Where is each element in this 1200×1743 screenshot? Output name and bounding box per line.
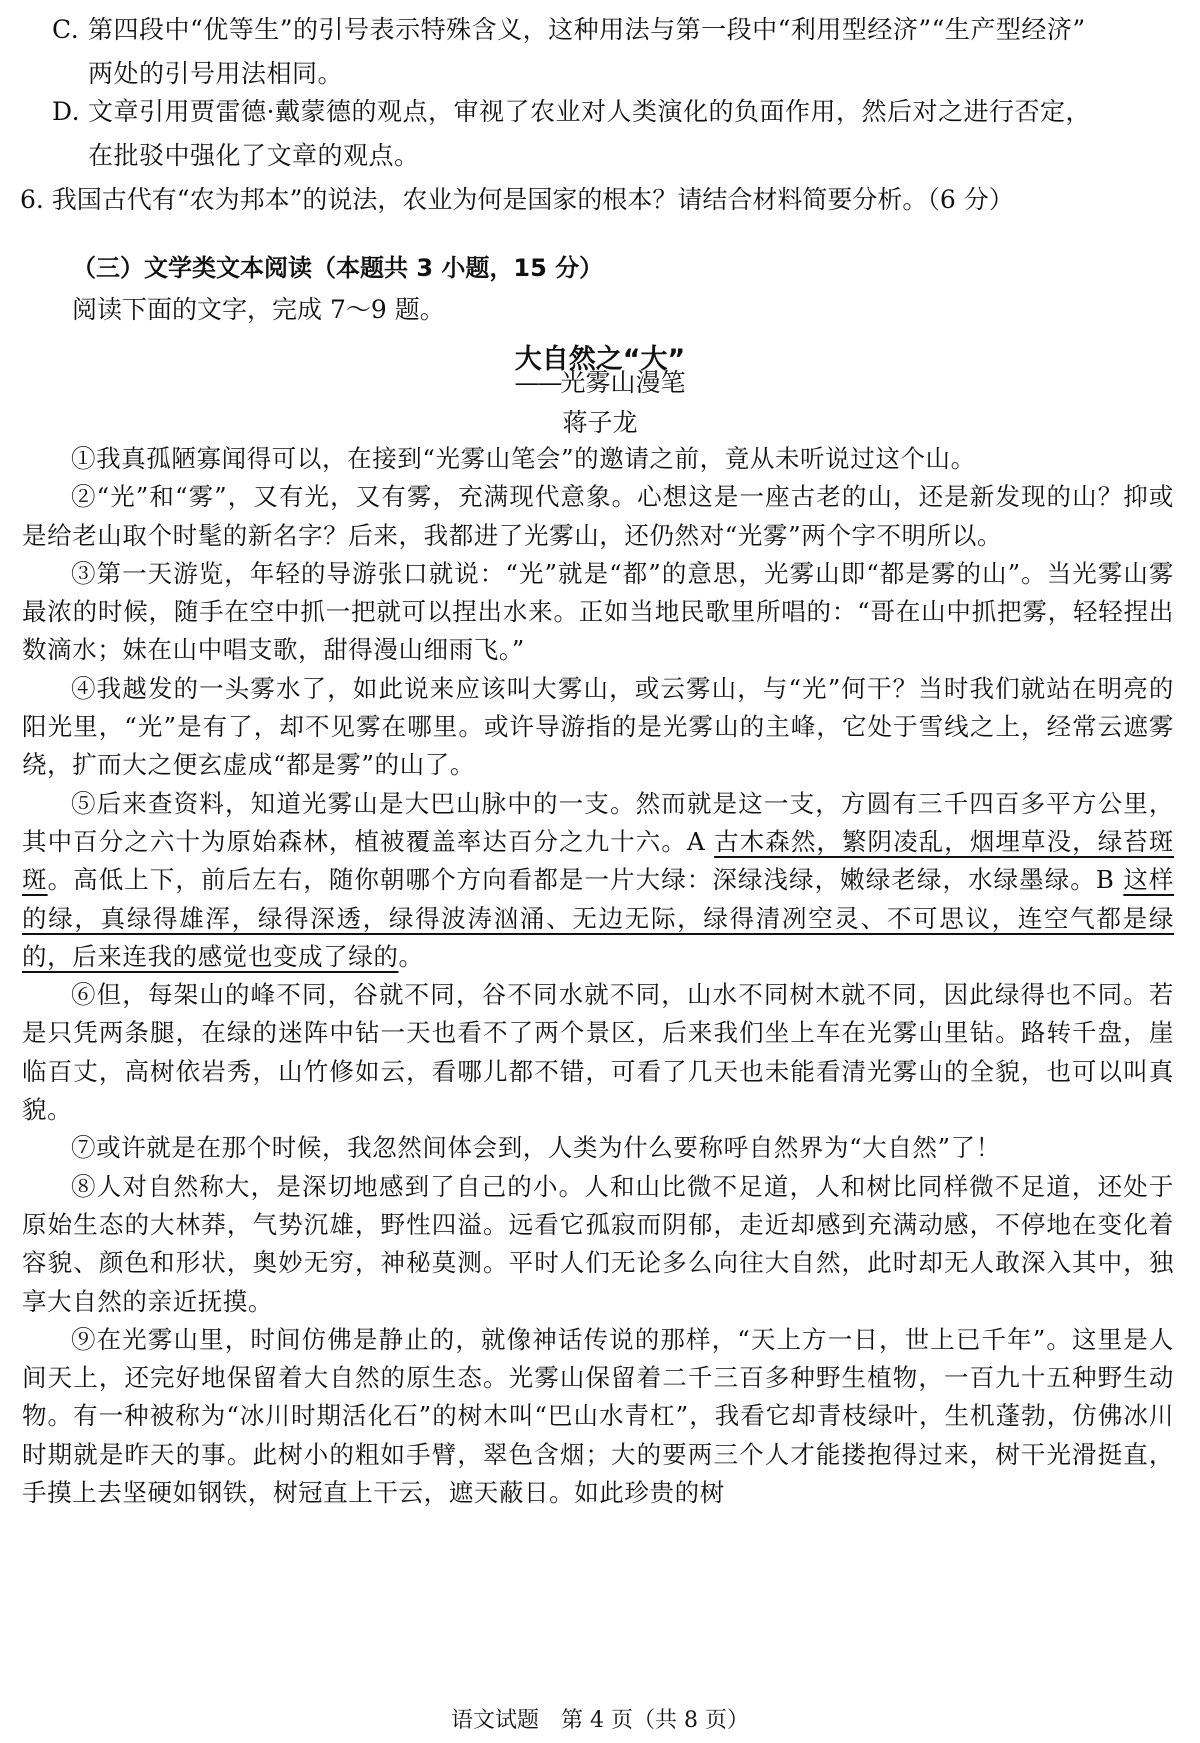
paragraph-5-text: ⑤后来查资料，知道光雾山是大巴山脉中的一支。然而就是这一支，方圆有三千四百多平方公里，其中百分之六十为原始森林，植被覆盖率达百分之九十六。A (22, 788, 1174, 856)
page-footer: 语文试题 第 4 页（共 8 页） (451, 1708, 749, 1733)
article-subtitle (0, 364, 1200, 402)
option-text-continued: 两处的引号用法相同。 (88, 59, 344, 88)
section-heading: （三）文学类文本阅读（本题共 3 小题，15 分） (72, 254, 604, 282)
paragraph-6: ⑥但，每架山的峰不同，谷就不同，谷不同水就不同，山水不同树木就不同，因此绿得也不同。若是只凭两条腿，在绿的迷阵中钻一天也看不了两个景区，后来我们坐上车在光雾山里钻。路转千盘，崖临百丈，高树依岩秀，山竹修如云，看哪儿都不错，可看了几天也未能看清光雾山的全貌，也可以叫真貌。 (22, 980, 1174, 1125)
paragraph-5-text: 。 (398, 941, 424, 971)
subtitle-text: 光雾山漫笔 (560, 368, 686, 397)
paragraph-5-text: 。高低上下，前后左右，随你朝哪个方向看都是一片大绿：深绿浅绿，嫩绿老绿，水绿墨绿。B (47, 865, 1124, 895)
paragraph-8: ⑧人对自然称大，是深切地感到了自己的小。人和山比微不足道，人和树比同样微不足道，还处于原始生态的大林莽，气势沉雄，野性四溢。远看它孤寂而阴郁，走近却感到充满动感，不停地在变化着容貌、颜色和形状，奥妙无穷，神秘莫测。平时人们无论多么向往大自然，此时却无人敢深入其中，独享大自然的亲近抚摸。 (22, 1171, 1174, 1316)
option-text: 第四段中“优等生”的引号表示特殊含义，这种用法与第一段中“利用型经济”“生产型经济” (88, 15, 1086, 44)
article-title: 大自然之“大” (514, 344, 686, 375)
option-c (52, 8, 1172, 96)
question-6: 6. 我国古代有“农为邦本”的说法，农业为何是国家的根本？请结合材料简要分析。（6 分） (20, 185, 1014, 214)
paragraph-4: ④我越发的一头雾水了，如此说来应该叫大雾山，或云雾山，与“光”何干？当时我们就站在明亮的阳光里，“光”是有了，却不见雾在哪里。或许导游指的是光雾山的主峰，它处于雪线之上，经常云遮雾绕，扩而大之便玄虚成“都是雾”的山了。 (22, 673, 1174, 780)
paragraph-9: ⑨在光雾山里，时间仿佛是静止的，就像神话传说的那样，“天上方一日，世上已千年”。这里是人间天上，还完好地保留着大自然的原生态。光雾山保留着二千三百多种野生植物，一百九十五种野生动物。有一种被称为“冰川时期活化石”的树木叫“巴山水青杠”，我看它却青枝绿叶，生机蓬勃，仿佛冰川时期就是昨天的事。此树小的粗如手臂，翠色含烟；大的要两三个人才能搂抱得过来，树干光滑挺直，手摸上去坚硬如钢铁，树冠直上干云，遮天蔽日。如此珍贵的树 (22, 1324, 1174, 1508)
option-text: 文章引用贾雷德·戴蒙德的观点，审视了农业对人类演化的负面作用，然后对之进行否定， (88, 97, 1091, 126)
underlined-sentence-b: 这样的绿，真绿得雄浑，绿得深透，绿得波涛汹涌、无边无际，绿得清冽空灵、不可思议，连空气都是绿的，后来连我的感觉也变成了绿的 (22, 865, 1174, 971)
article-body (22, 440, 1174, 1512)
instruction: 阅读下面的文字，完成 7～9 题。 (72, 295, 445, 324)
article-author: 蒋子龙 (562, 408, 638, 437)
paragraph-5 (22, 785, 1174, 976)
option-letter: D. (52, 97, 81, 126)
option-letter: C. (52, 15, 80, 44)
option-text-continued: 在批驳中强化了文章的观点。 (88, 141, 420, 170)
paragraph-7: ⑦或许就是在那个时候，我忽然间体会到，人类为什么要称呼自然界为“大自然”了！ (71, 1133, 1001, 1163)
underlined-sentence-a: 古木森然，繁阴凌乱，烟埋草没，绿苔斑斑 (22, 826, 1174, 895)
paragraph-1: ①我真孤陋寡闻得可以，在接到“光雾山笔会”的邀请之前，竟从未听说过这个山。 (71, 444, 976, 473)
paragraph-3: ③第一天游览，年轻的导游张口就说：“光”就是“都”的意思，光雾山即“都是雾的山”。当光雾山雾最浓的时候，随手在空中抓一把就可以捏出水来。正如当地民歌里所唱的：“哥在山中抓把雾，轻轻捏出数滴水；妹在山中唱支歌，甜得漫山细雨飞。” (22, 558, 1174, 665)
paragraph-2: ②“光”和“雾”，又有光，又有雾，充满现代意象。心想这是一座古老的山，还是新发现的山？抑或是给老山取个时髦的新名字？后来，我都进了光雾山，还仍然对“光雾”两个字不明所以。 (22, 482, 1174, 550)
subtitle-dash: —— (514, 368, 561, 397)
option-d (52, 90, 1172, 178)
